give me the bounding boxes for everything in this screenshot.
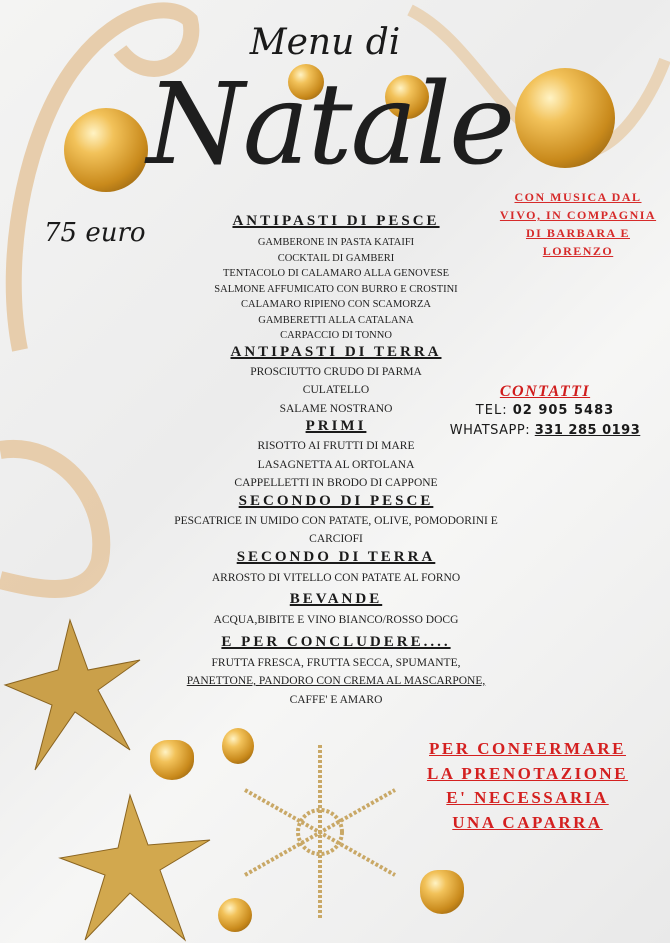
whatsapp-number[interactable]: 331 285 0193: [534, 423, 641, 438]
whatsapp-label: WHATSAPP:: [449, 423, 531, 438]
price: 75 euro: [44, 218, 146, 248]
ornament-ball-icon: [64, 108, 148, 192]
menu-item: ACQUA,BIBITE E VINO BIANCO/ROSSO DOCG: [213, 614, 459, 626]
music-note-line: VIVO, IN COMPAGNIA: [499, 208, 657, 222]
ornament-ball-icon: [222, 728, 254, 764]
music-note-line: CON MUSICA DAL: [514, 190, 642, 204]
deposit-note-line: E' NECESSARIA: [446, 788, 609, 807]
tel-number[interactable]: 02 905 5483: [512, 403, 615, 418]
menu-item: PROSCIUTTO CRUDO DI PARMA: [250, 365, 422, 378]
menu-item: SALAME NOSTRANO: [279, 402, 393, 415]
section-title: BEVANDE: [289, 591, 383, 607]
section-title: E PER CONCLUDERE....: [221, 633, 451, 650]
music-note-line: LORENZO: [542, 244, 614, 258]
menu-item: TENTACOLO DI CALAMARO ALLA GENOVESE: [222, 268, 450, 279]
menu-item: LASAGNETTA AL ORTOLANA: [257, 458, 415, 471]
menu-item: CAPPELLETTI IN BRODO DI CAPPONE: [234, 477, 438, 489]
menu-sections: [146, 213, 526, 709]
gold-star-icon: [60, 795, 210, 940]
ornament-ball-icon: [218, 898, 252, 932]
menu-item: CAFFE' E AMARO: [289, 693, 383, 706]
section-title: PRIMI: [305, 418, 367, 434]
section-title: SECONDO DI PESCE: [238, 492, 434, 509]
contacts-heading: CONTATTI: [499, 383, 591, 400]
menu-item: GAMBERETTI ALLA CATALANA: [258, 314, 414, 326]
menu-item: CARCIOFI: [309, 533, 363, 545]
menu-item: COCKTAIL DI GAMBERI: [277, 252, 395, 264]
menu-item: CULATELLO: [302, 384, 370, 396]
menu-item: PANETTONE, PANDORO CON CREMA AL MASCARPONE,: [186, 675, 486, 687]
menu-item: CARPACCIO DI TONNO: [280, 330, 392, 341]
bell-icon: [150, 740, 194, 780]
bell-icon: [420, 870, 464, 914]
section-title: ANTIPASTI DI PESCE: [232, 213, 440, 229]
menu-item: FRUTTA FRESCA, FRUTTA SECCA, SPUMANTE,: [211, 656, 461, 669]
deposit-note: [405, 737, 650, 835]
menu-item: GAMBERONE IN PASTA KATAIFI: [257, 237, 415, 248]
menu-item: RISOTTO AI FRUTTI DI MARE: [257, 440, 415, 452]
menu-item: SALMONE AFFUMICATO CON BURRO E CROSTINI: [214, 283, 458, 295]
deposit-note-line: LA PRENOTAZIONE: [426, 763, 629, 783]
menu-item: PESCATRICE IN UMIDO CON PATATE, OLIVE, POMODORINI E: [174, 514, 498, 527]
gold-star-icon: [5, 620, 140, 770]
tel-label: TEL:: [475, 403, 508, 418]
menu-item: CALAMARO RIPIENO CON SCAMORZA: [241, 299, 431, 310]
deposit-note-line: UNA CAPARRA: [452, 812, 603, 832]
menu-item: ARROSTO DI VITELLO CON PATATE AL FORNO: [211, 571, 461, 584]
title-main: Natale: [146, 60, 514, 190]
ornament-ball-icon: [515, 68, 615, 168]
snowflake-icon: [245, 745, 395, 920]
deposit-note-line: PER CONFERMARE: [429, 739, 626, 758]
section-title: SECONDO DI TERRA: [236, 548, 436, 565]
section-title: ANTIPASTI DI TERRA: [230, 343, 442, 360]
music-note-line: DI BARBARA E: [525, 226, 630, 240]
title-pre: Menu di: [249, 22, 401, 63]
